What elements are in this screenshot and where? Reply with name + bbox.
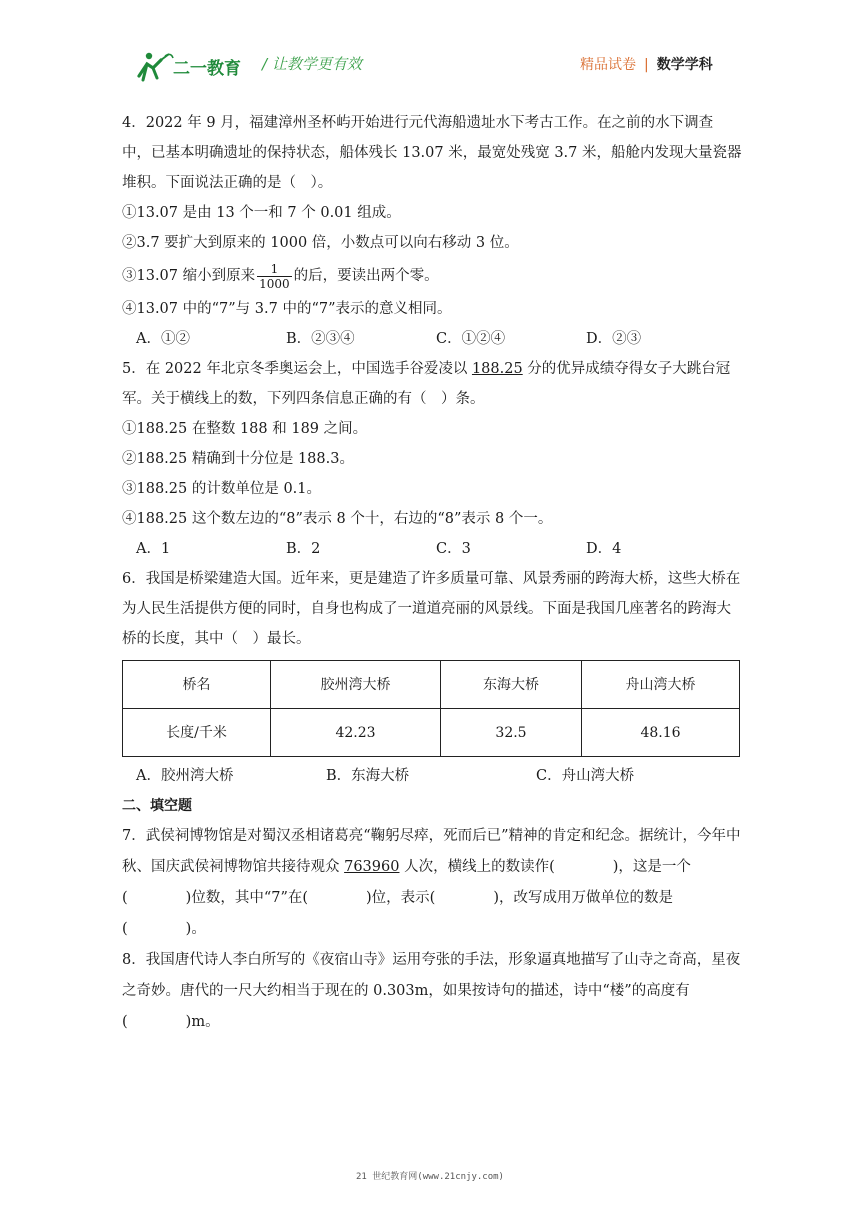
q8-text: 8．我国唐代诗人李白所写的《夜宿山寺》运用夸张的手法，形象逼真地描写了山寺之奇高，星夜之奇妙。唐代的一尺大约相当于现在的 0.303m，如果按诗句的描述，诗中“楼”的高度有( )m。 [122,952,741,1030]
q5-stem [122,354,742,414]
q4-statement-1: ①13.07 是由 13 个一和 7 个 0.01 组成。 [122,205,401,221]
brand-logo [135,50,245,82]
q4-statement-3 [122,258,742,294]
fraction-numerator: 1 [257,262,292,277]
fraction-denominator: 1000 [259,276,290,291]
q6-option-b: B．东海大桥 [326,768,410,784]
logo-text: 二一教育 [173,59,241,79]
q5-statement-4: ④188.25 这个数左边的“8”表示 8 个十，右边的“8”表示 8 个一。 [122,511,553,527]
section-heading: 二、填空题 [122,798,192,814]
page-footer: 21 世纪教育网(www.21cnjy.com) [356,1172,504,1182]
q4-statement-4: ④13.07 中的“7”与 3.7 中的“7”表示的意义相同。 [122,301,452,317]
q5-statement-1: ①188.25 在整数 188 和 189 之间。 [122,421,368,437]
q5-option-c: C．3 [436,541,471,557]
q4-options [122,324,742,354]
q5-underlined-number: 188.25 [471,361,523,377]
table-cell: 32.5 [441,709,582,757]
q5-option-a: A．1 [136,541,171,557]
table-header-row [123,661,740,709]
q7-underlined-number: 763960 [344,859,400,875]
q5-option-d: D．4 [586,541,622,557]
tag-label: 精品试卷 [580,57,636,73]
q4-option-d: D．②③ [586,331,642,347]
tag-separator: | [644,57,649,73]
table-cell: 长度/千米 [123,709,271,757]
page-header [0,40,860,90]
table-cell: 42.23 [271,709,441,757]
table-cell: 胶州湾大桥 [271,661,441,709]
q4-stem: 4．2022 年 9 月，福建漳州圣杯屿开始进行元代海船遗址水下考古工作。在之前的水下调查中，已基本明确遗址的保持状态，船体残长 13.07 米，最宽处残宽 3.7 米，船舱内发现大量瓷器堆积。下面说法正确的是（ ）。 [122,115,742,191]
q4-s3-post: 的后，要读出两个零。 [293,268,439,284]
q6-option-a: A．胶州湾大桥 [136,768,234,784]
table-cell: 桥名 [123,661,271,709]
q4-statement-2: ②3.7 要扩大到原来的 1000 倍，小数点可以向右移动 3 位。 [122,235,519,251]
q6-option-c: C．舟山湾大桥 [536,768,635,784]
question-content [122,108,742,1038]
q4-option-c: C．①②④ [436,331,506,347]
q5-stem-post: 分的优异成绩夺得女子大跳台冠军。关于横线上的数，下列四条信息正确的有（ ）条。 [122,361,731,407]
q5-options [122,534,742,564]
q6-options [122,761,742,791]
q5-statement-3: ③188.25 的计数单位是 0.1。 [122,481,322,497]
table-cell: 舟山湾大桥 [582,661,740,709]
table-cell: 48.16 [582,709,740,757]
q5-stem-pre: 5．在 2022 年北京冬季奥运会上，中国选手谷爱凌以 [122,361,472,377]
table-row [123,709,740,757]
q6-stem: 6．我国是桥梁建造大国。近年来，更是建造了许多质量可靠、风景秀丽的跨海大桥，这些大桥在为人民生活提供方便的同时，自身也构成了一道道亮丽的风景线。下面是我国几座著名的跨海大桥的长度，其中（ ）最长。 [122,571,741,647]
q4-s3-pre: ③13.07 缩小到原来 [122,268,256,284]
header-tags [580,54,713,74]
slogan: / 让教学更有效 [262,55,362,73]
fraction [257,262,292,291]
q4-option-a: A．①② [136,331,190,347]
q7-text [122,821,742,945]
subject-label: 数学学科 [656,57,713,73]
q7-part-b: 人次，横线上的数读作( )，这是一个( )位数，其中“7”在( )位，表示( )，改写成用万做单位的数是( )。 [122,859,691,937]
q5-option-b: B．2 [286,541,321,557]
table-cell: 东海大桥 [441,661,582,709]
q5-statement-2: ②188.25 精确到十分位是 188.3。 [122,451,354,467]
runner-logo-icon [135,50,245,82]
bridge-table [122,660,740,757]
q7-part-a: 7．武侯祠博物馆是对蜀汉丞相诸葛亮“鞠躬尽瘁，死而后已”精神的肯定和纪念。据统计，今年中秋、国庆武侯祠博物馆共接待观众 [122,828,741,875]
q4-option-b: B．②③④ [286,331,355,347]
